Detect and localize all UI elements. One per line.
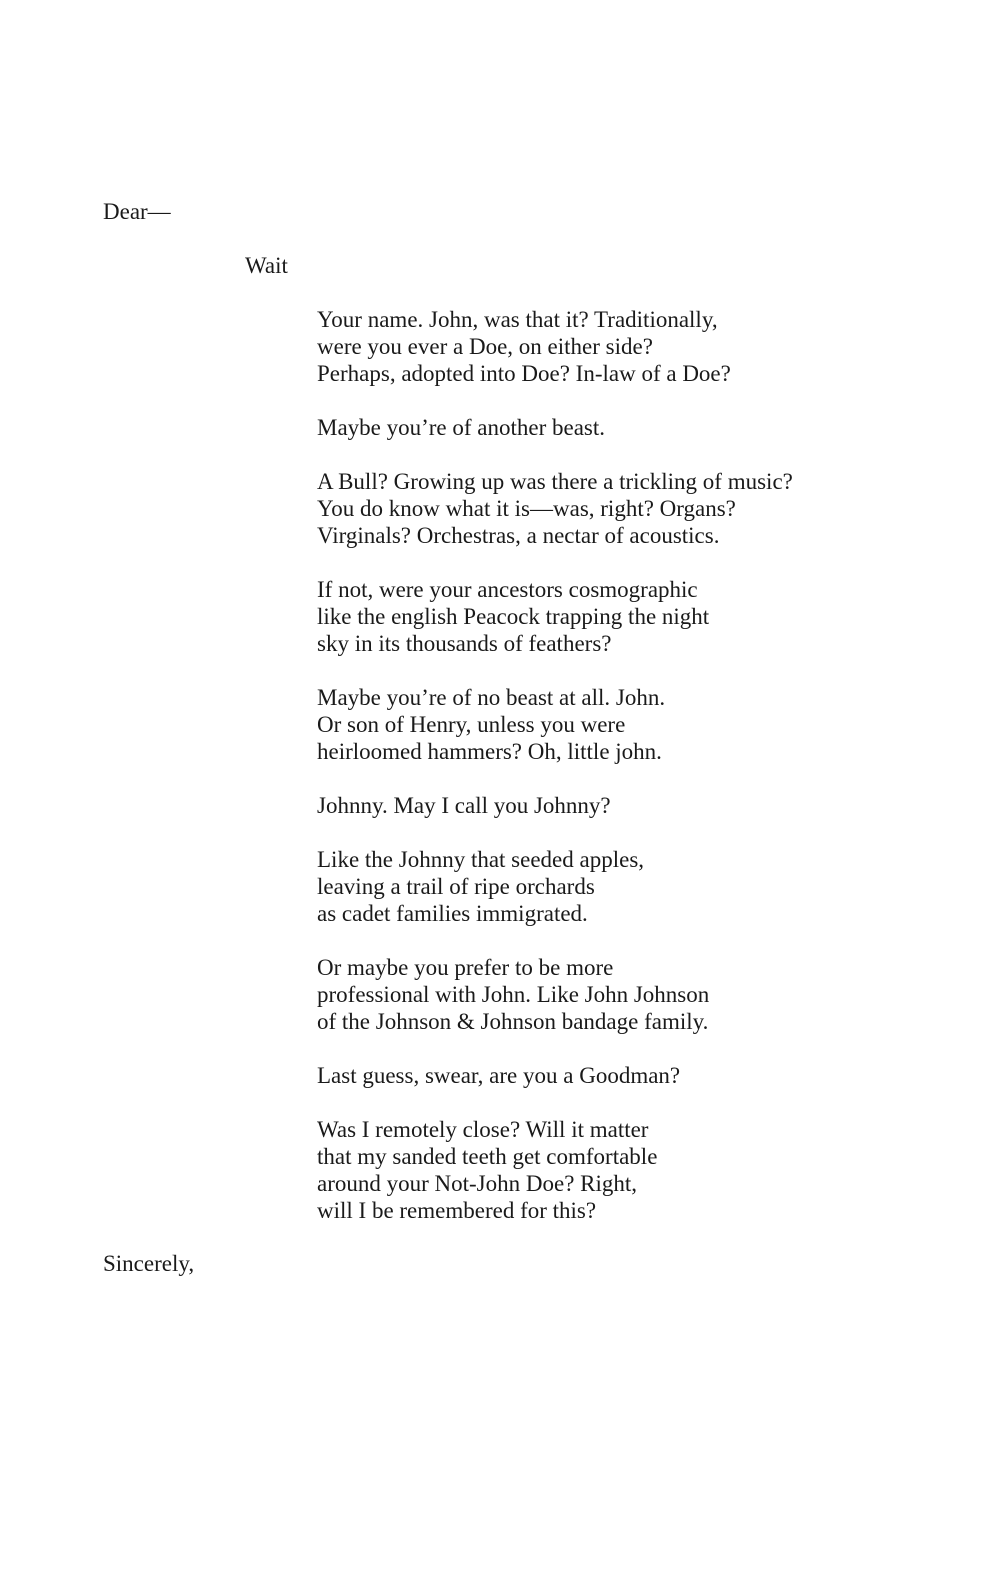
stanza bbox=[317, 1062, 977, 1089]
poem-line: Like the Johnny that seeded apples, bbox=[317, 847, 645, 872]
salutation: Dear— bbox=[103, 199, 171, 224]
stanza bbox=[317, 414, 977, 441]
poem-line: If not, were your ancestors cosmographic bbox=[317, 577, 698, 602]
poem-line: around your Not-John Doe? Right, bbox=[317, 1171, 638, 1196]
poem-body bbox=[317, 306, 977, 1251]
poem-line: Maybe you’re of another beast. bbox=[317, 415, 606, 440]
poem-line: sky in its thousands of feathers? bbox=[317, 631, 612, 656]
poem-line: leaving a trail of ripe orchards bbox=[317, 874, 595, 899]
poem-line: You do know what it is—was, right? Organs? bbox=[317, 496, 736, 521]
stanza bbox=[317, 1116, 977, 1224]
poem-line: Perhaps, adopted into Doe? In-law of a Doe? bbox=[317, 361, 731, 386]
poem-line: Your name. John, was that it? Traditionally, bbox=[317, 307, 718, 332]
poem-line: will I be remembered for this? bbox=[317, 1198, 597, 1223]
poem-line: of the Johnson & Johnson bandage family. bbox=[317, 1009, 709, 1034]
stanza bbox=[317, 792, 977, 819]
poem-line: A Bull? Growing up was there a trickling of music? bbox=[317, 469, 793, 494]
poem-line: that my sanded teeth get comfortable bbox=[317, 1144, 658, 1169]
poem-line: professional with John. Like John Johnson bbox=[317, 982, 710, 1007]
poem-line: Or son of Henry, unless you were bbox=[317, 712, 626, 737]
poem-line: Johnny. May I call you Johnny? bbox=[317, 793, 611, 818]
stanza bbox=[317, 954, 977, 1035]
interjection: Wait bbox=[245, 253, 288, 278]
closing: Sincerely, bbox=[103, 1251, 195, 1276]
stanza bbox=[317, 576, 977, 657]
poem-line: like the english Peacock trapping the night bbox=[317, 604, 710, 629]
poem-line: Or maybe you prefer to be more bbox=[317, 955, 614, 980]
poem-line: as cadet families immigrated. bbox=[317, 901, 588, 926]
stanza bbox=[317, 846, 977, 927]
poem-line: Was I remotely close? Will it matter bbox=[317, 1117, 649, 1142]
poem-line: Maybe you’re of no beast at all. John. bbox=[317, 685, 666, 710]
poem-line: Last guess, swear, are you a Goodman? bbox=[317, 1063, 681, 1088]
poem-line: heirloomed hammers? Oh, little john. bbox=[317, 739, 662, 764]
poem-line: were you ever a Doe, on either side? bbox=[317, 334, 653, 359]
stanza bbox=[317, 306, 977, 387]
poem-line: Virginals? Orchestras, a nectar of acoustics. bbox=[317, 523, 720, 548]
stanza bbox=[317, 684, 977, 765]
stanza bbox=[317, 468, 977, 549]
